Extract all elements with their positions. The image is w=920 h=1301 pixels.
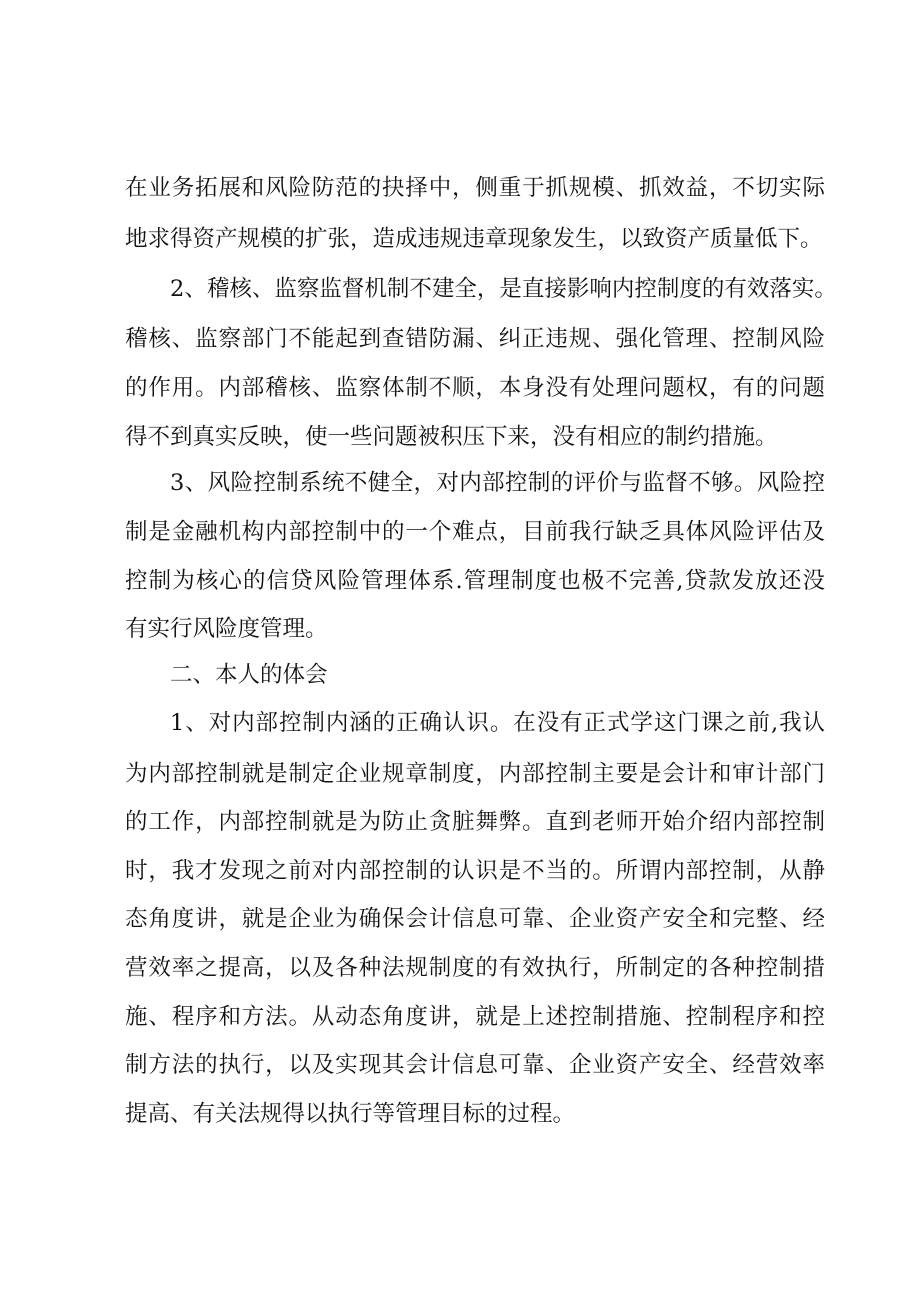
paragraph-insight-1-line-8: 制方法的执行，以及实现其会计信息可靠、企业资产安全、经营效率 <box>125 1052 825 1078</box>
paragraph-insight-1-line-7: 施、程序和方法。从动态角度讲，就是上述控制措施、控制程序和控 <box>125 1004 825 1030</box>
paragraph-item-3-line-4: 有实行风险度管理。 <box>125 616 328 642</box>
paragraph-insight-1-line-5: 态角度讲，就是企业为确保会计信息可靠、企业资产安全和完整、经 <box>125 906 825 932</box>
paragraph-insight-1-line-4: 时，我才发现之前对内部控制的认识是不当的。所谓内部控制，从静 <box>125 858 825 884</box>
paragraph-item-2-line-2: 稽核、监察部门不能起到查错防漏、纠正违规、强化管理、控制风险 <box>125 326 825 352</box>
paragraph-item-3-line-1: 3、风险控制系统不健全，对内部控制的评价与监督不够。风险控 <box>170 470 825 496</box>
paragraph-continuation-line-1: 在业务拓展和风险防范的抉择中，侧重于抓规模、抓效益，不切实际 <box>125 175 825 201</box>
paragraph-insight-1-line-6: 营效率之提高，以及各种法规制度的有效执行，所制定的各种控制措 <box>125 955 825 981</box>
section-heading: 二、本人的体会 <box>170 662 328 688</box>
paragraph-continuation-line-2: 地求得资产规模的扩张，造成违规违章现象发生，以致资产质量低下。 <box>125 226 823 252</box>
paragraph-item-2-line-1: 2、稽核、监察监督机制不建全，是直接影响内控制度的有效落实。 <box>170 276 837 302</box>
paragraph-insight-1-line-9: 提高、有关法规得以执行等管理目标的过程。 <box>125 1101 576 1127</box>
paragraph-insight-1-line-3: 的工作，内部控制就是为防止贪脏舞弊。直到老师开始介绍内部控制 <box>125 809 825 835</box>
paragraph-item-2-line-4: 得不到真实反映，使一些问题被积压下来，没有相应的制约措施。 <box>125 424 778 450</box>
paragraph-item-2-line-3: 的作用。内部稽核、监察体制不顺，本身没有处理问题权，有的问题 <box>125 375 825 401</box>
paragraph-insight-1-line-2: 为内部控制就是制定企业规章制度，内部控制主要是会计和审计部门 <box>125 761 825 787</box>
paragraph-insight-1-line-1: 1、对内部控制内涵的正确认识。在没有正式学这门课之前,我认 <box>170 710 825 736</box>
paragraph-item-3-line-3: 控制为核心的信贷风险管理体系.管理制度也极不完善,贷款发放还没 <box>125 568 825 594</box>
paragraph-item-3-line-2: 制是金融机构内部控制中的一个难点，目前我行缺乏具体风险评估及 <box>125 519 825 545</box>
